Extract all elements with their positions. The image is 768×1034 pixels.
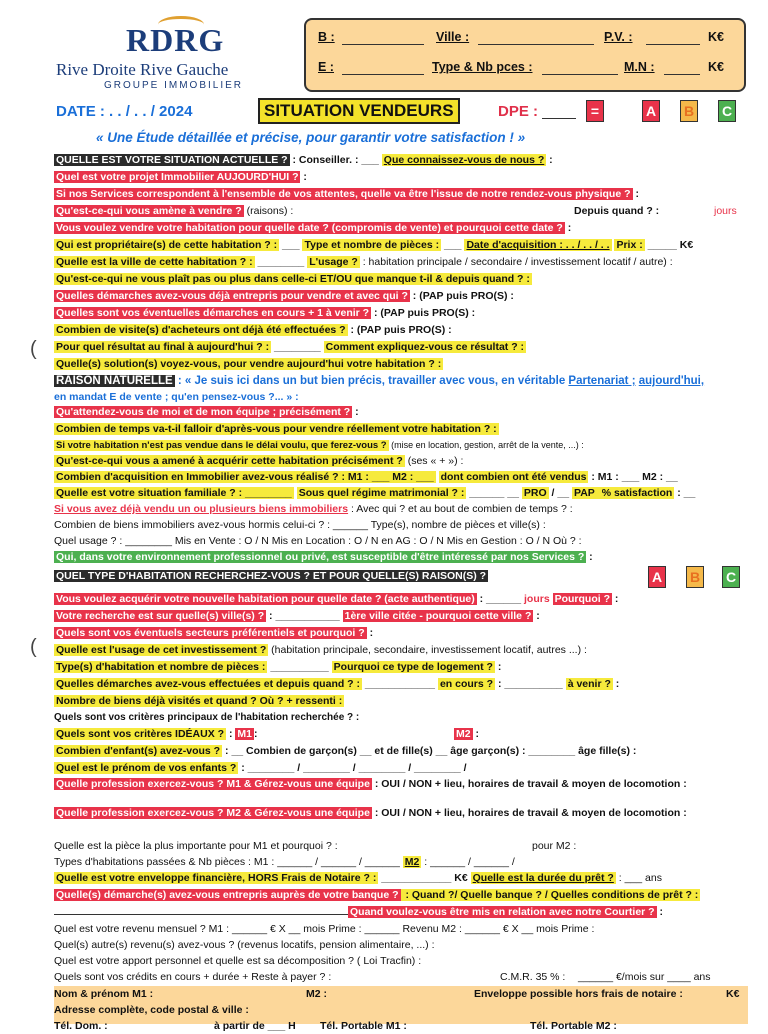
form-row[interactable]: Vous voulez vendre votre habitation pour quelle date ? (compromis de vente) et pourquoi cette date ? : (56, 222, 572, 234)
field-b-label: B : (318, 30, 335, 44)
form-row[interactable]: Combien d'acquisition en Immobilier avez-vous réalisé ? : M1 : ___ M2 : ___ dont combien ont été vendus : M1 : ___ M2 : __ (56, 471, 678, 483)
form-row[interactable]: Adresse complète, code postal & ville : (54, 1004, 249, 1016)
form-row[interactable]: Quand voulez-vous être mis en relation avec notre Courtier ? : (54, 904, 754, 920)
form-row[interactable]: Quel est votre projet Immobilier AUJOURD'HUI ? : (56, 171, 307, 183)
form-row[interactable]: Tél. Dom. : à partir de ___ H Tél. Portable M1 : Tél. Portable M2 : (54, 1020, 617, 1032)
form-row[interactable]: Quel est le prénom de vos enfants ? : ________ / ________ / ________ / ________ / (56, 762, 467, 774)
binder-hole-mark: ( (30, 636, 37, 658)
form-row[interactable]: Quelle est votre enveloppe financière, HORS Frais de Notaire ? : ____________ K€ Quelle est la durée du prêt ? : ___ ans (56, 872, 662, 884)
field-ville-line[interactable] (478, 34, 594, 45)
form-row[interactable]: Quelles sont vos éventuelles démarches en cours + 1 à venir ? : (PAP puis PRO(S) : (56, 307, 476, 319)
field-b-line[interactable] (342, 34, 424, 45)
form-row[interactable]: QUELLE EST VOTRE SITUATION ACTUELLE ? : Conseiller. : ___ Que connaissez-vous de nous ? : (56, 154, 553, 166)
form-row[interactable]: Quelle est la pièce la plus importante pour M1 et pourquoi ? : pour M2 : (54, 840, 577, 852)
dpe-badge-c[interactable]: C (718, 100, 736, 122)
form-row[interactable]: Quelles démarches avez-vous déjà entrepris pour vendre et avec qui ? : (PAP puis PRO(S) : (56, 290, 514, 302)
form-row[interactable]: Combien d'enfant(s) avez-vous ? : __ Combien de garçon(s) __ et de fille(s) __ âge garçon(s) : ________ âge fille(s) : (56, 745, 637, 757)
form-row[interactable]: Quel est votre apport personnel et quelle est sa décomposition ? ( Loi Tracfin) : (54, 955, 422, 967)
dpe-badge-a[interactable]: A (642, 100, 660, 122)
field-pv-label: P.V. : (604, 30, 633, 44)
form-row[interactable]: Quels sont vos critères principaux de l'habitation recherchée ? : (54, 712, 360, 723)
field-e-line[interactable] (342, 64, 424, 75)
form-row[interactable]: Pour quel résultat au final à aujourd'hui ? : ________ Comment expliquez-vous ce résultat ? : (56, 341, 525, 353)
form-row[interactable]: Quels sont vos critères IDÉAUX ? : M1: M2 : (56, 728, 480, 740)
logo-mark: RDRG (126, 22, 225, 58)
form-row[interactable]: Quel usage ? : ________ Mis en Vente : O / N Mis en Location : O / N en AG : O / N Mis en Gestion : O / N Où ? : (54, 535, 582, 547)
property-info-box (304, 18, 746, 92)
form-row[interactable]: Quel(s) autre(s) revenu(s) avez-vous ? (revenus locatifs, pension alimentaire, ...) : (54, 939, 435, 951)
dpe-label: DPE : (498, 103, 539, 120)
form-row[interactable]: en mandat E de vente ; qu'en pensez-vous ?... » : (54, 391, 299, 403)
form-row[interactable]: Quelles démarches avez-vous effectuées et depuis quand ? : ____________ en cours ? : __________ à venir ? : (56, 678, 620, 690)
field-e-label: E : (318, 60, 334, 74)
binder-hole-mark: ( (30, 338, 37, 360)
dpe-line[interactable] (542, 108, 576, 119)
field-type-label: Type & Nb pces : (432, 60, 533, 74)
slogan: « Une Étude détaillée et précise, pour garantir votre satisfaction ! » (96, 130, 526, 145)
form-row[interactable]: Qu'attendez-vous de moi et de mon équipe ; précisément ? : (56, 406, 359, 418)
form-row[interactable]: Quelle(s) démarche(s) avez-vous entrepris auprès de votre banque ? : Quand ?/ Quelle banque ? / Quelles conditions de prêt ? : (56, 889, 699, 901)
form-row[interactable]: Si votre habitation n'est pas vendue dans le délai voulu, que ferez-vous ? (mise en location, gestion, arrêt de la vente, ...) : (56, 440, 584, 451)
form-row[interactable]: Quel est votre revenu mensuel ? M1 : ______ € X __ mois Prime : ______ Revenu M2 : ______ € X __ mois Prime : (54, 923, 595, 935)
page-title: SITUATION VENDEURS (258, 98, 460, 124)
form-row[interactable]: Nom & prénom M1 : M2 : Enveloppe possible hors frais de notaire : K€ (54, 988, 740, 1000)
form-row[interactable]: Quels sont vos éventuels secteurs préférentiels et pourquoi ? : (56, 627, 374, 639)
field-pv-line[interactable] (646, 34, 700, 45)
form-row[interactable]: Types d'habitations passées & Nb pièces : M1 : ______ / ______ / ______ M2 : ______ / ______ / (54, 856, 515, 868)
form-row[interactable]: Qu'est-ce-qui ne vous plaît pas ou plus dans celle-ci ET/OU que manque t-il & depuis quand ? : (56, 273, 530, 285)
form-row[interactable]: Votre recherche est sur quelle(s) ville(s) ? : ___________ 1ère ville citée - pourquoi cette ville ? : (56, 610, 540, 622)
form-row[interactable]: Si nos Services correspondent à l'ensemble de vos attentes, quelle va être l'issue de notre rendez-vous physique ? : (56, 188, 639, 200)
form-row[interactable]: Quelle profession exercez-vous ? M1 & Gérez-vous une équipe : OUI / NON + lieu, horaires de travail & moyen de locomotion : (56, 778, 687, 790)
field-type-line[interactable] (542, 64, 618, 75)
field-mn-label: M.N : (624, 60, 655, 74)
form-row[interactable]: Quelle profession exercez-vous ? M2 & Gérez-vous une équipe : OUI / NON + lieu, horaires de travail & moyen de locomotion : (56, 807, 687, 819)
date-field[interactable]: DATE : . . / . . / 2024 (56, 103, 193, 120)
field-mn-unit: K€ (708, 60, 724, 74)
form-row[interactable]: Nombre de biens déjà visités et quand ? Où ? + ressenti : (56, 695, 343, 707)
section-badge-a[interactable]: A (648, 566, 666, 588)
section-badge-b[interactable]: B (686, 566, 704, 588)
form-row[interactable]: RAISON NATURELLE : « Je suis ici dans un but bien précis, travailler avec vous, en véritable Partenariat ; aujourd'hui, (56, 375, 705, 387)
logo-subtitle: GROUPE IMMOBILIER (104, 80, 244, 91)
section-header: QUEL TYPE D'HABITATION RECHERCHEZ-VOUS ? ET POUR QUELLE(S) RAISON(S) ? (56, 570, 487, 582)
form-row[interactable]: Combien de visite(s) d'acheteurs ont déjà été effectuées ? : (PAP puis PRO(S) : (56, 324, 452, 336)
section-badge-c[interactable]: C (722, 566, 740, 588)
logo-name: Rive Droite Rive Gauche (56, 60, 229, 79)
form-row[interactable]: Quelle est la ville de cette habitation ? : ________ L'usage ? : habitation principale / secondaire / investissement locatif / autre) : (56, 256, 673, 268)
form-row[interactable]: Si vous avez déjà vendu un ou plusieurs biens immobiliers : Avec qui ? et au bout de combien de temps ? : (54, 503, 573, 515)
form-row[interactable]: Qu'est-ce-qui vous amène à vendre ? (raisons) : Depuis quand ? : jours (56, 205, 737, 217)
form-row[interactable]: Quelle est l'usage de cet investissement ? (habitation principale, secondaire, investissement locatif, autres ...) : (56, 644, 587, 656)
field-pv-unit: K€ (708, 30, 724, 44)
field-mn-line[interactable] (664, 64, 700, 75)
form-row[interactable]: Type(s) d'habitation et nombre de pièces : __________ Pourquoi ce type de logement ? : (56, 661, 502, 673)
dpe-rating-badge: = (586, 100, 604, 122)
form-row[interactable]: Quels sont vos crédits en cours + durée + Reste à payer ? : C.M.R. 35 % : ______ €/mois sur ____ ans (54, 971, 711, 983)
form-row[interactable]: Qu'est-ce-qui vous a amené à acquérir cette habitation précisément ? (ses « + ») : (56, 455, 464, 467)
form-row[interactable]: Quelle est votre situation familiale ? : ________ Sous quel régime matrimonial ? : ______ __ PRO / __ PAP % satisfaction : __ (56, 487, 696, 499)
dpe-badge-b[interactable]: B (680, 100, 698, 122)
form-row[interactable]: Qui est propriétaire(s) de cette habitation ? : ___ Type et nombre de pièces : ___ Date d'acquisition : . . / . . / . . Prix : _____ K€ (56, 239, 694, 251)
form-row[interactable]: Quelle(s) solution(s) voyez-vous, pour vendre aujourd'hui votre habitation ? : (56, 358, 442, 370)
field-ville-label: Ville : (436, 30, 470, 44)
form-row[interactable]: Combien de temps va-t-il falloir d'après-vous pour vendre réellement votre habitation ? : (56, 423, 497, 435)
form-row[interactable]: Combien de biens immobiliers avez-vous hormis celui-ci ? : ______ Type(s), nombre de pièces et ville(s) : (54, 519, 546, 531)
form-row[interactable]: Qui, dans votre environnement professionnel ou privé, est susceptible d'être intéressé par nos Services ? : (56, 551, 593, 563)
form-row[interactable]: Vous voulez acquérir votre nouvelle habitation pour quelle date ? (acte authentique) : ______ jours Pourquoi ? : (56, 593, 619, 605)
